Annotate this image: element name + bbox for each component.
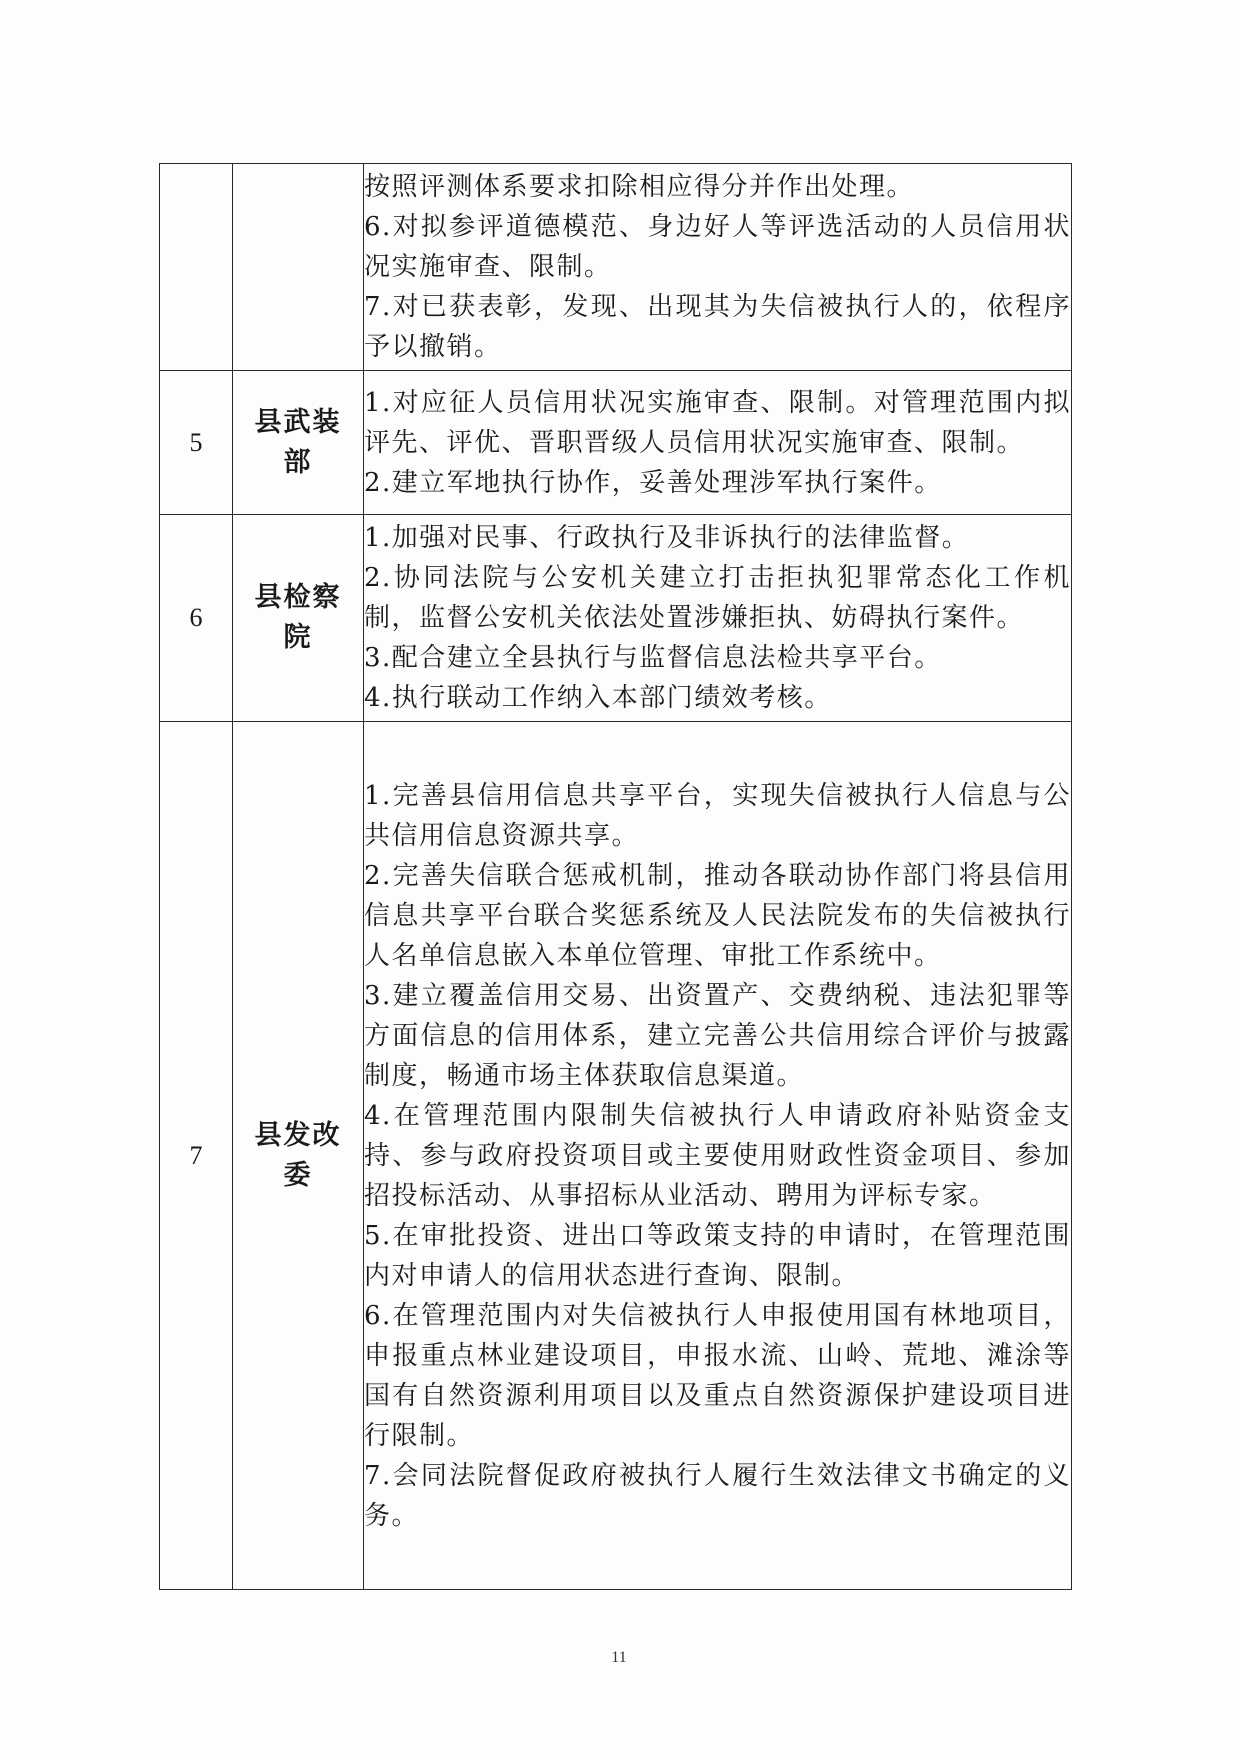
duties-cell [364,371,1072,515]
duty-item: 3.配合建立全县执行与监督信息法检共享平台。 [364,643,942,673]
duty-item: 1.加强对民事、行政执行及非诉执行的法律监督。 [364,523,970,553]
duty-item: 1.对应征人员信用状况实施审查、限制。对管理范围内拟评先、评优、晋职晋级人员信用状况实施审查、限制。 [364,387,1071,458]
table-row [160,164,1072,371]
duty-item: 1.完善县信用信息共享平台，实现失信被执行人信息与公共信用信息资源共享。 [364,780,1071,851]
department-name: 县检察院 [254,582,342,653]
row-number-cell [160,164,233,371]
department-cell [233,371,364,515]
table-row [160,371,1072,515]
duty-item: 6.对拟参评道德模范、身边好人等评选活动的人员信用状况实施审查、限制。 [364,212,1071,282]
department-cell [233,515,364,722]
duties-cell [364,515,1072,722]
department-name: 县武装部 [254,406,342,478]
duty-item: 4.在管理范围内限制失信被执行人申请政府补贴资金支持、参与政府投资项目或主要使用财政性资金项目、参加招投标活动、从事招标从业活动、聘用为评标专家。 [364,1100,1071,1211]
duty-item: 2.建立军地执行协作，妥善处理涉军执行案件。 [364,467,942,498]
duty-item: 3.建立覆盖信用交易、出资置产、交费纳税、违法犯罪等方面信息的信用体系，建立完善公共信用综合评价与披露制度，畅通市场主体获取信息渠道。 [364,980,1071,1091]
department-name: 县发改委 [254,1119,342,1191]
duty-item: 7.会同法院督促政府被执行人履行生效法律文书确定的义务。 [364,1460,1071,1531]
duties-cell [364,164,1072,371]
page-number: 11 [611,1649,627,1666]
duty-item: 按照评测体系要求扣除相应得分并作出处理。 [364,172,915,202]
row-number-cell: 5 [160,371,233,515]
table-row [160,515,1072,722]
duty-item: 2.完善失信联合惩戒机制，推动各联动协作部门将县信用信息共享平台联合奖惩系统及人民法院发布的失信被执行人名单信息嵌入本单位管理、审批工作系统中。 [364,860,1071,971]
duties-cell [364,722,1072,1590]
duty-item: 4.执行联动工作纳入本部门绩效考核。 [364,683,832,713]
row-number-cell: 7 [160,722,233,1590]
row-number-cell: 6 [160,515,233,722]
duty-table [159,163,1072,1590]
duty-item: 5.在审批投资、进出口等政策支持的申请时，在管理范围内对申请人的信用状态进行查询、限制。 [364,1220,1071,1291]
duty-item: 2.协同法院与公安机关建立打击拒执犯罪常态化工作机制，监督公安机关依法处置涉嫌拒执、妨碍执行案件。 [364,563,1071,633]
department-cell [233,722,364,1590]
duty-item: 7.对已获表彰，发现、出现其为失信被执行人的，依程序予以撤销。 [364,292,1071,362]
table-row [160,722,1072,1590]
duty-item: 6.在管理范围内对失信被执行人申报使用国有林地项目，申报重点林业建设项目，申报水流、山岭、荒地、滩涂等国有自然资源利用项目以及重点自然资源保护建设项目进行限制。 [364,1300,1071,1451]
department-cell [233,164,364,371]
